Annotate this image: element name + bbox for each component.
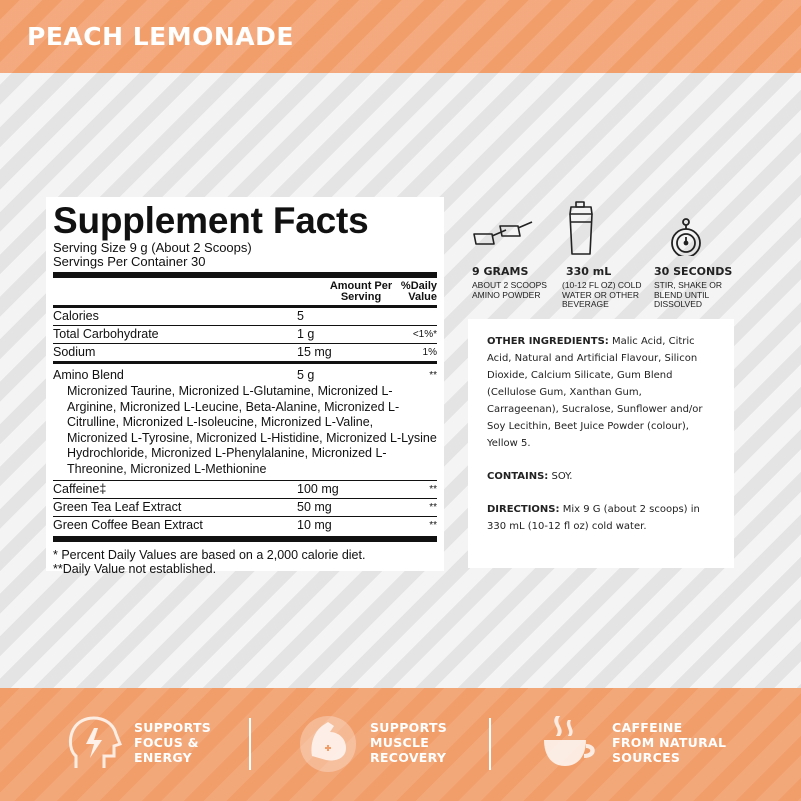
shaker-title: 330 mL [566, 265, 612, 278]
table-row [53, 481, 437, 499]
flavor-title: PEACH LEMONADE [27, 22, 294, 51]
feature-line: SOURCES [612, 749, 681, 765]
amount-header: Amount Per Serving [329, 280, 393, 303]
shaker-sub: (10-12 FL OZ) COLD WATER OR OTHER BEVERAGE [562, 280, 642, 309]
benefits-band [0, 688, 801, 801]
blend-amount: 5 g [297, 368, 315, 382]
nutrient-dv: <1%* [412, 329, 437, 340]
blend-ingredients: Micronized Taurine, Micronized L-Glutamine, Micronized L-Arginine, Micronized L-Leucine, Beta-Alanine, Micronized L-Citrulline, Micronized L-Isoleucine, Micronized L-Valine, Micronized L-Tyrosine, Micronized L-Histidine, Micronized L-Lysine Hydrochloride, Micronized L-Phenylalanine, Micronized L-Threonine, Micronized L-Methionine [53, 384, 437, 481]
coffee-cup-icon [538, 710, 602, 774]
contains [487, 468, 716, 485]
feature-focus [64, 710, 211, 774]
dv-header: %Daily Value [400, 280, 437, 303]
header-band [0, 0, 801, 73]
directions-text: Mix 9 G (about 2 scoops) in 330 mL (10-12 fl oz) cold water. [487, 504, 700, 532]
nutrient-dv: 1% [422, 347, 437, 358]
other-ingredients-text: Malic Acid, Citric Acid, Natural and Artificial Flavour, Silicon Dioxide, Calcium Silicate, Gum Blend (Cellulose Gum, Xanthan Gum, Carrageenan), Sucralose, Sunflower and/or Soy Lecithin, Beet Juice Powder (colour), Yellow 5. [487, 336, 703, 449]
facts-title: Supplement Facts [53, 200, 369, 241]
footnote-dv: **Daily Value not established. [53, 562, 217, 576]
head-lightning-icon [64, 710, 124, 774]
scoop-sub: ABOUT 2 SCOOPS AMINO POWDER [472, 280, 547, 300]
feature-line: MUSCLE [370, 734, 430, 750]
contains-text: SOY. [551, 471, 573, 482]
shaker-info [562, 200, 646, 310]
feature-caffeine [538, 710, 726, 774]
nutrient-dv: ** [429, 502, 437, 513]
column-headers [53, 278, 437, 305]
scoop-icon [472, 200, 536, 256]
feature-recovery [296, 710, 447, 774]
shaker-icon [562, 200, 602, 256]
footnote-percent: * Percent Daily Values are based on a 2,000 calorie diet. [53, 548, 366, 562]
directions [487, 501, 716, 535]
feature-line: CAFFEINE [612, 719, 683, 735]
nutrient-name: Total Carbohydrate [53, 327, 159, 341]
nutrient-amount: 15 mg [297, 345, 332, 359]
feature-line: SUPPORTS [370, 719, 448, 735]
nutrient-dv [397, 309, 437, 324]
table-row [53, 344, 437, 361]
nutrient-amount: 100 mg [297, 482, 339, 496]
feature-line: ENERGY [134, 749, 193, 765]
nutrient-name: Calories [53, 309, 99, 323]
other-ingredients-label: OTHER INGREDIENTS: [487, 336, 609, 347]
serving-size: Serving Size 9 g (About 2 Scoops) [53, 240, 252, 255]
divider [249, 718, 251, 770]
table-row [53, 326, 437, 344]
feature-line: FOCUS & [134, 734, 199, 750]
nutrient-amount: 50 mg [297, 500, 332, 514]
nutrient-dv: ** [429, 520, 437, 531]
feature-line: FROM NATURAL [612, 734, 727, 750]
nutrient-amount: 10 mg [297, 518, 332, 532]
nutrient-amount: 5 [297, 309, 304, 323]
servings-per-container: Servings Per Container 30 [53, 254, 206, 269]
scoop-title: 9 GRAMS [472, 265, 529, 278]
contains-label: CONTAINS: [487, 471, 549, 482]
scoop-info [472, 200, 562, 300]
nutrient-name: Green Tea Leaf Extract [53, 500, 182, 514]
blend-name: Amino Blend [53, 368, 124, 382]
nutrient-name: Sodium [53, 345, 96, 359]
nutrient-name: Caffeine‡ [53, 482, 107, 496]
feature-line: SUPPORTS [134, 719, 212, 735]
divider [489, 718, 491, 770]
stopwatch-title: 30 SECONDS [654, 265, 733, 278]
table-row [53, 308, 437, 326]
other-ingredients [487, 333, 716, 452]
nutrient-dv: ** [429, 484, 437, 495]
muscle-arm-icon [296, 710, 360, 774]
nutrient-name: Green Coffee Bean Extract [53, 518, 203, 532]
stopwatch-info [654, 200, 744, 310]
table-row [53, 517, 437, 534]
supplement-facts-panel [46, 197, 444, 576]
nutrient-amount: 1 g [297, 327, 315, 341]
stopwatch-sub: STIR, SHAKE OR BLEND UNTIL DISSOLVED [654, 280, 723, 309]
directions-label: DIRECTIONS: [487, 504, 560, 515]
table-row [53, 364, 437, 384]
stopwatch-icon [654, 200, 702, 256]
blend-dv: ** [429, 370, 437, 381]
ingredients-panel [468, 319, 734, 568]
feature-line: RECOVERY [370, 749, 447, 765]
table-row [53, 499, 437, 517]
